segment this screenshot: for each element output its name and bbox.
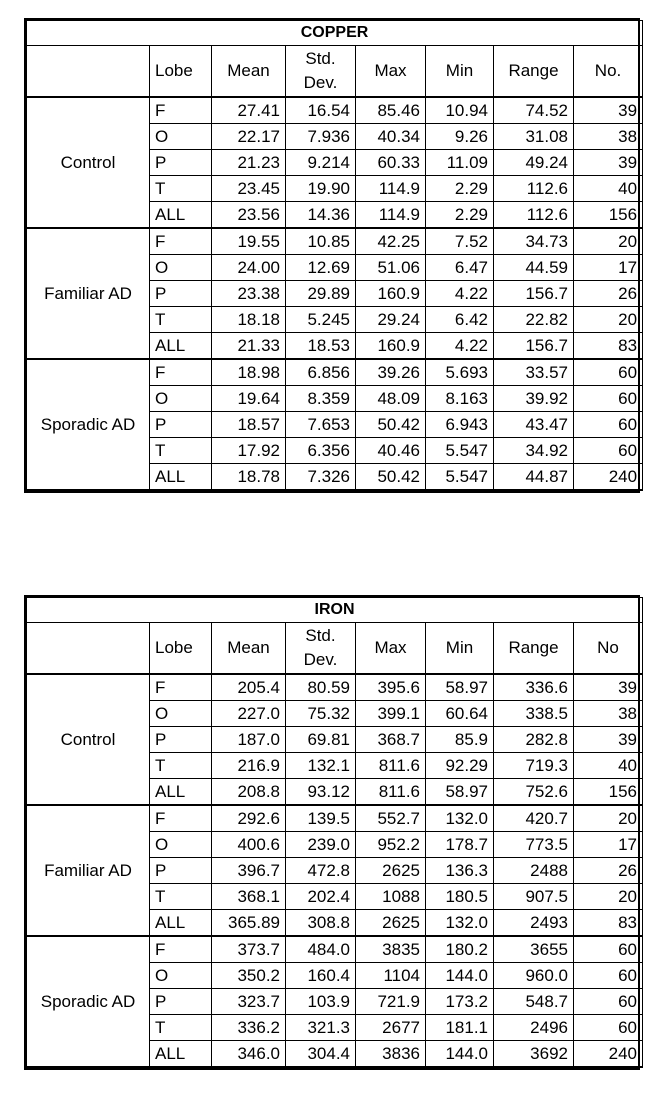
value-cell: 216.9 <box>212 753 286 779</box>
column-header-label: Min <box>445 61 474 80</box>
column-header <box>426 46 494 98</box>
value-cell: 395.6 <box>356 674 426 701</box>
lobe-cell: ALL <box>150 910 212 937</box>
value-cell: 472.8 <box>286 858 356 884</box>
value-cell: 39.92 <box>494 386 574 412</box>
lobe-cell: F <box>150 936 212 963</box>
group-label: Control <box>27 97 150 228</box>
value-cell: 3836 <box>356 1041 426 1068</box>
column-header <box>150 46 212 98</box>
group-label: Familiar AD <box>27 805 150 936</box>
value-cell: 48.09 <box>356 386 426 412</box>
column-header <box>150 623 212 675</box>
lobe-cell: O <box>150 963 212 989</box>
lobe-cell: T <box>150 884 212 910</box>
value-cell: 373.7 <box>212 936 286 963</box>
value-cell: 34.73 <box>494 228 574 255</box>
column-header <box>27 623 150 675</box>
iron-table-container <box>24 595 640 1070</box>
value-cell: 6.943 <box>426 412 494 438</box>
value-cell: 323.7 <box>212 989 286 1015</box>
value-cell: 8.359 <box>286 386 356 412</box>
column-header-label: Min <box>445 638 474 657</box>
value-cell: 1088 <box>356 884 426 910</box>
value-cell: 4.22 <box>426 333 494 360</box>
value-cell: 19.64 <box>212 386 286 412</box>
value-cell: 17 <box>574 832 643 858</box>
value-cell: 114.9 <box>356 176 426 202</box>
value-cell: 40.46 <box>356 438 426 464</box>
value-cell: 93.12 <box>286 779 356 806</box>
value-cell: 22.17 <box>212 124 286 150</box>
value-cell: 58.97 <box>426 779 494 806</box>
value-cell: 132.0 <box>426 910 494 937</box>
value-cell: 907.5 <box>494 884 574 910</box>
value-cell: 2488 <box>494 858 574 884</box>
value-cell: 23.38 <box>212 281 286 307</box>
group-label: Control <box>27 674 150 805</box>
value-cell: 18.78 <box>212 464 286 491</box>
value-cell: 132.1 <box>286 753 356 779</box>
value-cell: 2625 <box>356 910 426 937</box>
lobe-cell: T <box>150 176 212 202</box>
lobe-cell: P <box>150 858 212 884</box>
value-cell: 50.42 <box>356 464 426 491</box>
value-cell: 10.85 <box>286 228 356 255</box>
column-header <box>574 46 643 98</box>
value-cell: 321.3 <box>286 1015 356 1041</box>
lobe-cell: T <box>150 1015 212 1041</box>
value-cell: 18.18 <box>212 307 286 333</box>
value-cell: 17.92 <box>212 438 286 464</box>
group-label: Sporadic AD <box>27 359 150 490</box>
value-cell: 60 <box>574 359 643 386</box>
lobe-cell: ALL <box>150 1041 212 1068</box>
value-cell: 752.6 <box>494 779 574 806</box>
value-cell: 60 <box>574 386 643 412</box>
value-cell: 5.547 <box>426 464 494 491</box>
group-label: Familiar AD <box>27 228 150 359</box>
column-header <box>574 623 643 675</box>
value-cell: 11.09 <box>426 150 494 176</box>
value-cell: 7.326 <box>286 464 356 491</box>
value-cell: 18.98 <box>212 359 286 386</box>
lobe-cell: P <box>150 989 212 1015</box>
value-cell: 40 <box>574 753 643 779</box>
value-cell: 19.55 <box>212 228 286 255</box>
value-cell: 20 <box>574 884 643 910</box>
value-cell: 399.1 <box>356 701 426 727</box>
lobe-cell: ALL <box>150 779 212 806</box>
value-cell: 60 <box>574 963 643 989</box>
value-cell: 85.9 <box>426 727 494 753</box>
value-cell: 308.8 <box>286 910 356 937</box>
value-cell: 83 <box>574 910 643 937</box>
value-cell: 952.2 <box>356 832 426 858</box>
column-header <box>212 46 286 98</box>
value-cell: 552.7 <box>356 805 426 832</box>
value-cell: 160.9 <box>356 281 426 307</box>
value-cell: 368.1 <box>212 884 286 910</box>
table-row <box>27 97 643 124</box>
value-cell: 139.5 <box>286 805 356 832</box>
table-title: COPPER <box>27 21 643 46</box>
value-cell: 74.52 <box>494 97 574 124</box>
column-header <box>494 623 574 675</box>
value-cell: 156.7 <box>494 281 574 307</box>
lobe-cell: P <box>150 150 212 176</box>
value-cell: 4.22 <box>426 281 494 307</box>
value-cell: 24.00 <box>212 255 286 281</box>
value-cell: 2493 <box>494 910 574 937</box>
value-cell: 1104 <box>356 963 426 989</box>
column-header <box>212 623 286 675</box>
value-cell: 2625 <box>356 858 426 884</box>
table-row <box>27 674 643 701</box>
value-cell: 160.4 <box>286 963 356 989</box>
value-cell: 60 <box>574 438 643 464</box>
value-cell: 3655 <box>494 936 574 963</box>
value-cell: 112.6 <box>494 176 574 202</box>
value-cell: 60 <box>574 1015 643 1041</box>
group-label: Sporadic AD <box>27 936 150 1067</box>
column-header-label: No <box>597 638 619 657</box>
lobe-cell: T <box>150 307 212 333</box>
table-row <box>27 228 643 255</box>
value-cell: 21.23 <box>212 150 286 176</box>
value-cell: 202.4 <box>286 884 356 910</box>
value-cell: 9.214 <box>286 150 356 176</box>
value-cell: 180.2 <box>426 936 494 963</box>
value-cell: 178.7 <box>426 832 494 858</box>
lobe-cell: T <box>150 438 212 464</box>
value-cell: 719.3 <box>494 753 574 779</box>
value-cell: 8.163 <box>426 386 494 412</box>
value-cell: 346.0 <box>212 1041 286 1068</box>
lobe-cell: P <box>150 727 212 753</box>
column-header-label: Lobe <box>155 638 193 657</box>
lobe-cell: ALL <box>150 202 212 229</box>
table-title: IRON <box>27 598 643 623</box>
value-cell: 208.8 <box>212 779 286 806</box>
column-header-label: No. <box>594 61 622 80</box>
value-cell: 3692 <box>494 1041 574 1068</box>
value-cell: 160.9 <box>356 333 426 360</box>
value-cell: 38 <box>574 124 643 150</box>
value-cell: 5.547 <box>426 438 494 464</box>
value-cell: 396.7 <box>212 858 286 884</box>
value-cell: 83 <box>574 333 643 360</box>
value-cell: 811.6 <box>356 779 426 806</box>
value-cell: 136.3 <box>426 858 494 884</box>
value-cell: 29.24 <box>356 307 426 333</box>
value-cell: 721.9 <box>356 989 426 1015</box>
value-cell: 33.57 <box>494 359 574 386</box>
column-header <box>27 46 150 98</box>
value-cell: 44.59 <box>494 255 574 281</box>
value-cell: 173.2 <box>426 989 494 1015</box>
value-cell: 144.0 <box>426 963 494 989</box>
lobe-cell: O <box>150 386 212 412</box>
lobe-cell: F <box>150 97 212 124</box>
column-header <box>356 46 426 98</box>
value-cell: 3835 <box>356 936 426 963</box>
column-header-label: Mean <box>227 638 270 657</box>
value-cell: 2.29 <box>426 202 494 229</box>
value-cell: 181.1 <box>426 1015 494 1041</box>
value-cell: 20 <box>574 228 643 255</box>
value-cell: 811.6 <box>356 753 426 779</box>
value-cell: 156 <box>574 202 643 229</box>
value-cell: 6.47 <box>426 255 494 281</box>
value-cell: 5.245 <box>286 307 356 333</box>
lobe-cell: P <box>150 412 212 438</box>
value-cell: 40 <box>574 176 643 202</box>
column-header <box>286 46 356 98</box>
value-cell: 51.06 <box>356 255 426 281</box>
value-cell: 60.64 <box>426 701 494 727</box>
value-cell: 69.81 <box>286 727 356 753</box>
column-header-label: Range <box>508 61 559 80</box>
value-cell: 6.856 <box>286 359 356 386</box>
value-cell: 365.89 <box>212 910 286 937</box>
value-cell: 60.33 <box>356 150 426 176</box>
copper-table-container <box>24 18 640 493</box>
value-cell: 44.87 <box>494 464 574 491</box>
value-cell: 548.7 <box>494 989 574 1015</box>
lobe-cell: F <box>150 359 212 386</box>
value-cell: 12.69 <box>286 255 356 281</box>
value-cell: 26 <box>574 858 643 884</box>
value-cell: 350.2 <box>212 963 286 989</box>
value-cell: 75.32 <box>286 701 356 727</box>
value-cell: 2496 <box>494 1015 574 1041</box>
value-cell: 336.6 <box>494 674 574 701</box>
column-header-label: Lobe <box>155 61 193 80</box>
value-cell: 292.6 <box>212 805 286 832</box>
value-cell: 18.57 <box>212 412 286 438</box>
value-cell: 22.82 <box>494 307 574 333</box>
lobe-cell: ALL <box>150 464 212 491</box>
value-cell: 43.47 <box>494 412 574 438</box>
value-cell: 484.0 <box>286 936 356 963</box>
value-cell: 21.33 <box>212 333 286 360</box>
value-cell: 338.5 <box>494 701 574 727</box>
value-cell: 38 <box>574 701 643 727</box>
value-cell: 80.59 <box>286 674 356 701</box>
value-cell: 7.936 <box>286 124 356 150</box>
value-cell: 773.5 <box>494 832 574 858</box>
value-cell: 9.26 <box>426 124 494 150</box>
lobe-cell: O <box>150 832 212 858</box>
value-cell: 6.356 <box>286 438 356 464</box>
lobe-cell: T <box>150 753 212 779</box>
column-header-label: Std. Dev. <box>303 626 338 669</box>
column-header-label: Std. Dev. <box>303 49 338 92</box>
column-header-label: Max <box>374 638 407 657</box>
value-cell: 19.90 <box>286 176 356 202</box>
value-cell: 20 <box>574 307 643 333</box>
column-header <box>494 46 574 98</box>
value-cell: 6.42 <box>426 307 494 333</box>
value-cell: 180.5 <box>426 884 494 910</box>
value-cell: 5.693 <box>426 359 494 386</box>
lobe-cell: O <box>150 124 212 150</box>
column-header <box>356 623 426 675</box>
value-cell: 42.25 <box>356 228 426 255</box>
value-cell: 26 <box>574 281 643 307</box>
value-cell: 20 <box>574 805 643 832</box>
value-cell: 112.6 <box>494 202 574 229</box>
value-cell: 227.0 <box>212 701 286 727</box>
value-cell: 34.92 <box>494 438 574 464</box>
column-header-label: Range <box>508 638 559 657</box>
value-cell: 960.0 <box>494 963 574 989</box>
value-cell: 39 <box>574 674 643 701</box>
column-header-label: Mean <box>227 61 270 80</box>
value-cell: 240 <box>574 1041 643 1068</box>
value-cell: 400.6 <box>212 832 286 858</box>
value-cell: 2.29 <box>426 176 494 202</box>
value-cell: 39 <box>574 150 643 176</box>
value-cell: 31.08 <box>494 124 574 150</box>
value-cell: 420.7 <box>494 805 574 832</box>
value-cell: 29.89 <box>286 281 356 307</box>
lobe-cell: F <box>150 228 212 255</box>
value-cell: 50.42 <box>356 412 426 438</box>
value-cell: 16.54 <box>286 97 356 124</box>
value-cell: 92.29 <box>426 753 494 779</box>
lobe-cell: O <box>150 255 212 281</box>
value-cell: 60 <box>574 989 643 1015</box>
table-row <box>27 805 643 832</box>
value-cell: 60 <box>574 936 643 963</box>
value-cell: 156 <box>574 779 643 806</box>
value-cell: 49.24 <box>494 150 574 176</box>
value-cell: 10.94 <box>426 97 494 124</box>
lobe-cell: F <box>150 674 212 701</box>
value-cell: 14.36 <box>286 202 356 229</box>
value-cell: 58.97 <box>426 674 494 701</box>
value-cell: 132.0 <box>426 805 494 832</box>
value-cell: 205.4 <box>212 674 286 701</box>
value-cell: 7.653 <box>286 412 356 438</box>
value-cell: 156.7 <box>494 333 574 360</box>
value-cell: 40.34 <box>356 124 426 150</box>
value-cell: 39 <box>574 727 643 753</box>
value-cell: 187.0 <box>212 727 286 753</box>
value-cell: 144.0 <box>426 1041 494 1068</box>
value-cell: 2677 <box>356 1015 426 1041</box>
value-cell: 23.45 <box>212 176 286 202</box>
table-row <box>27 936 643 963</box>
copper-table <box>26 20 643 491</box>
value-cell: 304.4 <box>286 1041 356 1068</box>
lobe-cell: O <box>150 701 212 727</box>
iron-table <box>26 597 643 1068</box>
value-cell: 103.9 <box>286 989 356 1015</box>
column-header <box>286 623 356 675</box>
value-cell: 7.52 <box>426 228 494 255</box>
column-header-label: Max <box>374 61 407 80</box>
value-cell: 114.9 <box>356 202 426 229</box>
value-cell: 239.0 <box>286 832 356 858</box>
value-cell: 282.8 <box>494 727 574 753</box>
value-cell: 368.7 <box>356 727 426 753</box>
value-cell: 85.46 <box>356 97 426 124</box>
lobe-cell: F <box>150 805 212 832</box>
lobe-cell: P <box>150 281 212 307</box>
value-cell: 39 <box>574 97 643 124</box>
value-cell: 27.41 <box>212 97 286 124</box>
value-cell: 60 <box>574 412 643 438</box>
value-cell: 18.53 <box>286 333 356 360</box>
value-cell: 23.56 <box>212 202 286 229</box>
value-cell: 240 <box>574 464 643 491</box>
value-cell: 39.26 <box>356 359 426 386</box>
value-cell: 336.2 <box>212 1015 286 1041</box>
table-row <box>27 359 643 386</box>
value-cell: 17 <box>574 255 643 281</box>
lobe-cell: ALL <box>150 333 212 360</box>
column-header <box>426 623 494 675</box>
